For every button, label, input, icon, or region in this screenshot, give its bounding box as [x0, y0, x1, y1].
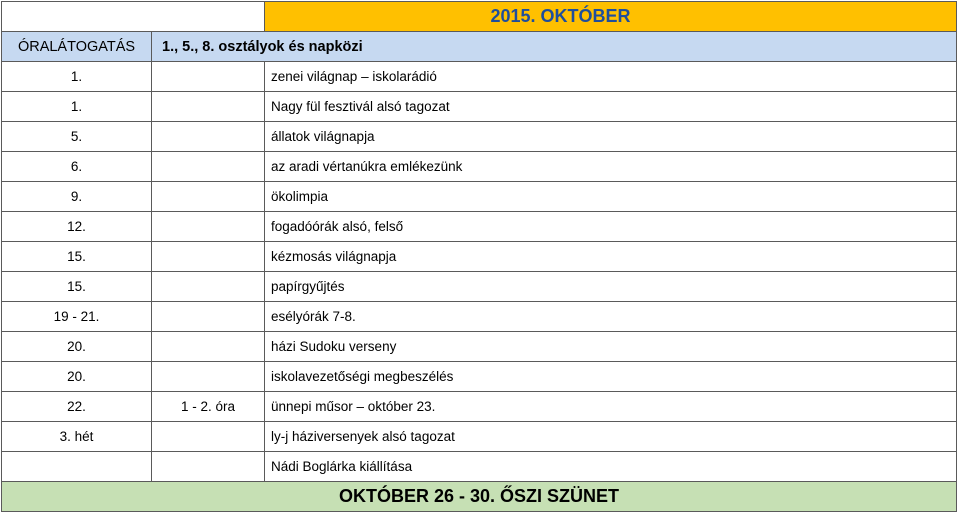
table-row: [2, 62, 957, 92]
time-cell: 1 - 2. óra: [152, 392, 265, 422]
time-cell: [152, 122, 265, 152]
time-cell: [152, 62, 265, 92]
table-row: [2, 272, 957, 302]
page-title: 2015. OKTÓBER: [490, 6, 631, 26]
table-row: [2, 212, 957, 242]
header-left: ÓRALÁTOGATÁS: [2, 32, 152, 62]
event-cell: esélyórák 7-8.: [265, 302, 957, 332]
table-row: [2, 122, 957, 152]
table-row: [2, 92, 957, 122]
footer-row: [2, 482, 957, 512]
time-cell: [152, 302, 265, 332]
table-row: [2, 152, 957, 182]
event-cell: iskolavezetőségi megbeszélés: [265, 362, 957, 392]
table-row: [2, 452, 957, 482]
date-cell: 22.: [2, 392, 152, 422]
holiday-banner: OKTÓBER 26 - 30. ŐSZI SZÜNET: [2, 482, 957, 512]
date-cell: 19 - 21.: [2, 302, 152, 332]
header-right: 1., 5., 8. osztályok és napközi: [152, 32, 957, 62]
table-row: [2, 242, 957, 272]
event-cell: zenei világnap – iskolarádió: [265, 62, 957, 92]
event-cell: házi Sudoku verseny: [265, 332, 957, 362]
event-cell: Nádi Boglárka kiállítása: [265, 452, 957, 482]
time-cell: [152, 362, 265, 392]
date-cell: 5.: [2, 122, 152, 152]
table-row: [2, 422, 957, 452]
date-cell: 12.: [2, 212, 152, 242]
event-cell: fogadóórák alsó, felső: [265, 212, 957, 242]
title-row: [2, 2, 957, 32]
time-cell: [152, 212, 265, 242]
date-cell: 20.: [2, 332, 152, 362]
date-cell: 9.: [2, 182, 152, 212]
event-cell: kézmosás világnapja: [265, 242, 957, 272]
date-cell: 1.: [2, 92, 152, 122]
time-cell: [152, 92, 265, 122]
date-cell: [2, 452, 152, 482]
table-row: [2, 392, 957, 422]
table-row: [2, 332, 957, 362]
event-cell: ökolimpia: [265, 182, 957, 212]
date-cell: 3. hét: [2, 422, 152, 452]
date-cell: 15.: [2, 272, 152, 302]
date-cell: 20.: [2, 362, 152, 392]
date-cell: 15.: [2, 242, 152, 272]
time-cell: [152, 272, 265, 302]
table-row: [2, 362, 957, 392]
time-cell: [152, 182, 265, 212]
event-cell: Nagy fül fesztivál alsó tagozat: [265, 92, 957, 122]
event-cell: papírgyűjtés: [265, 272, 957, 302]
table-row: [2, 302, 957, 332]
table-row: [2, 182, 957, 212]
time-cell: [152, 452, 265, 482]
event-cell: ly-j háziversenyek alsó tagozat: [265, 422, 957, 452]
time-cell: [152, 332, 265, 362]
schedule-table: [1, 1, 957, 512]
date-cell: 6.: [2, 152, 152, 182]
title-cell: [265, 2, 957, 32]
time-cell: [152, 422, 265, 452]
event-cell: állatok világnapja: [265, 122, 957, 152]
date-cell: 1.: [2, 62, 152, 92]
header-row: [2, 32, 957, 62]
event-cell: ünnepi műsor – október 23.: [265, 392, 957, 422]
time-cell: [152, 242, 265, 272]
title-blank-cell: [2, 2, 265, 32]
time-cell: [152, 152, 265, 182]
event-cell: az aradi vértanúkra emlékezünk: [265, 152, 957, 182]
